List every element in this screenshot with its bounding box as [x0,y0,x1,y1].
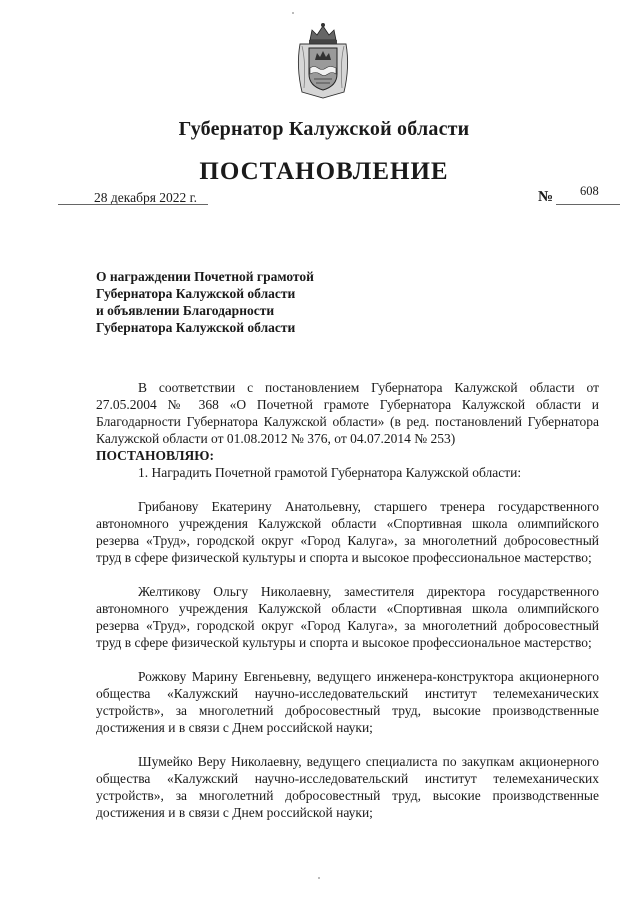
awardee-paragraph: Желтикову Ольгу Николаевну, заместителя директора государственного автономного учреждения Калужской области «Спортивная школа олимпийского резерва «Труд», городской округ «Город Калуга», за многолетний добросовестный труд в сфере физической культуры и спорта и высокое профессиональное мастерство; [96,584,599,650]
date-underline [58,204,208,205]
subject-line: и объявлении Благодарности [96,303,275,318]
awardee-paragraph: Шумейко Веру Николаевну, ведущего специалиста по закупкам акционерного общества «Калужский научно-исследовательский институт телемеханических устройств», за многолетний добросовестный труд, высокие производственные достижения и в связи с Днем российской науки; [96,754,599,820]
subject-line: Губернатора Калужской области [96,286,296,301]
awardee-paragraph: Грибанову Екатерину Анатольевну, старшего тренера государственного автономного учреждения Калужской области «Спортивная школа олимпийского резерва «Труд», городской округ «Город Калуга», за многолетний добросовестный труд в сфере физической культуры и спорта и высокое профессиональное мастерство; [96,499,599,565]
kaluga-coat-of-arms-icon [292,22,354,100]
number-underline [556,204,620,205]
number-sign: № [538,189,554,205]
subject-line: О награждении Почетной грамотой [96,269,314,284]
document-body [96,379,599,821]
governor-title: Губернатор Калужской области [178,118,470,140]
document-number: 608 [580,184,599,198]
document-date: 28 декабря 2022 г. [94,190,198,205]
item-1-paragraph: 1. Наградить Почетной грамотой Губернатора Калужской области: [138,465,522,480]
awardee-paragraph: Рожкову Марину Евгеньевну, ведущего инженера-конструктора акционерного общества «Калужский научно-исследовательский институт телемеханических устройств», за многолетний добросовестный труд, высокие производственные достижения и в связи с Днем российской науки; [96,669,599,735]
subject-line: Губернатора Калужской области [96,320,296,335]
decree-word: ПОСТАНОВЛЯЮ: [96,448,214,463]
document-subject [96,268,332,336]
document-type-heading: ПОСТАНОВЛЕНИЕ [199,158,449,185]
preamble-paragraph: В соответствии с постановлением Губернатора Калужской области от 27.05.2004 № 368 «О Почетной грамоте Губернатора Калужской области и Благодарности Губернатора Калужской области» (в ред. постановлений Губернатора Калужской области от 01.08.2012 № 376, от 04.07.2014 № 253) [96,380,599,446]
scan-speck [292,12,294,14]
scan-speck [318,877,320,879]
